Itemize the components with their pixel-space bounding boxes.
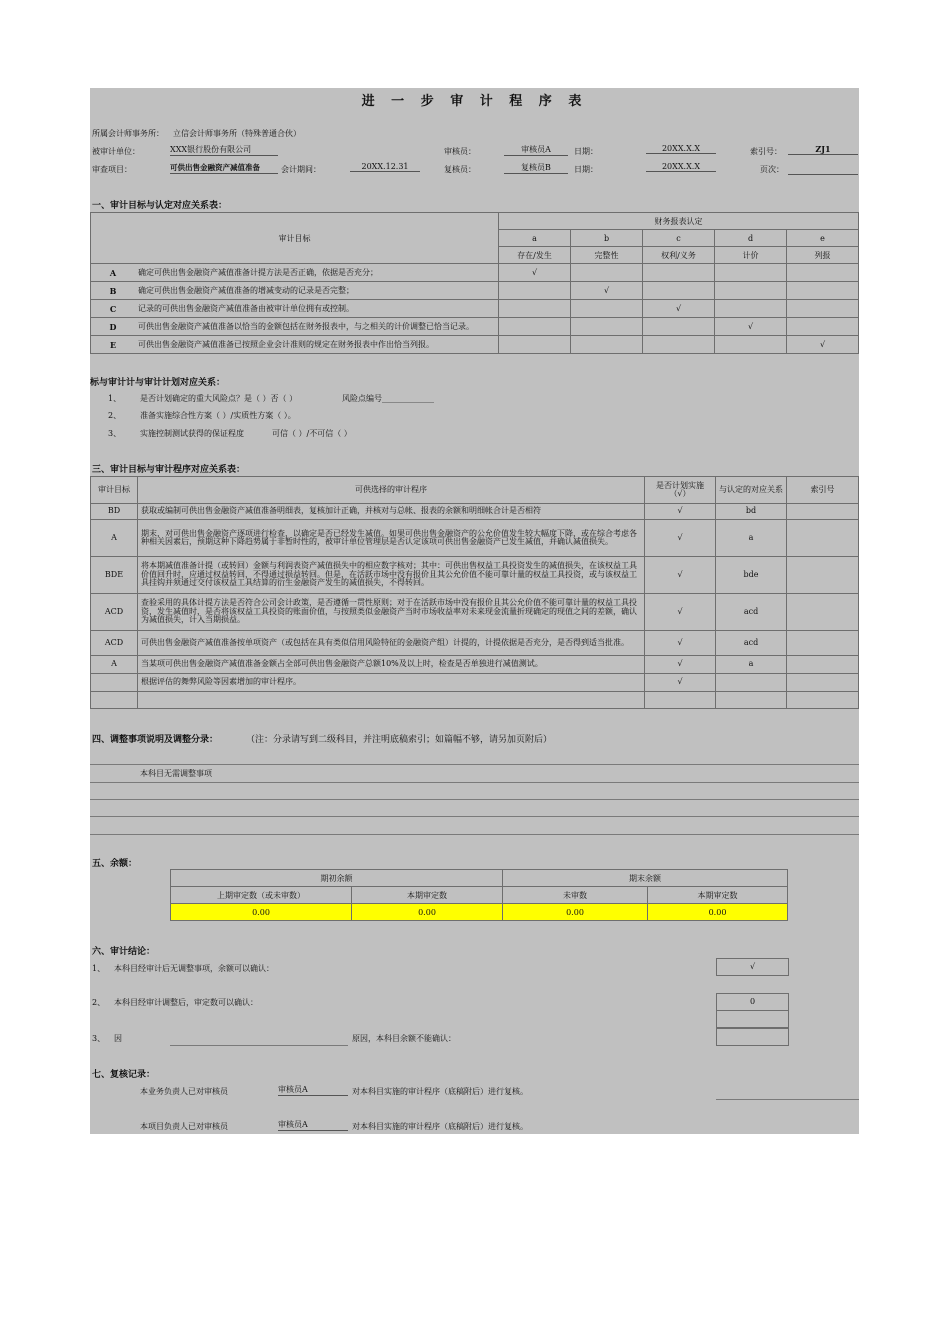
section-6-title: 六、审计结论：	[92, 947, 156, 957]
proc-assertion: a	[716, 520, 787, 557]
opening-balance-header: 期初余额	[171, 870, 503, 887]
balance-table	[170, 869, 788, 921]
balance-value[interactable]: 0.00	[503, 904, 648, 921]
divider	[90, 834, 859, 835]
assertion-mark	[787, 300, 859, 318]
section-2-title: 标与审计计与审计计划对应关系：	[90, 378, 226, 388]
date2-value: 20XX.X.X	[646, 162, 716, 172]
proc-target: A	[91, 520, 138, 557]
assertion-mark	[715, 282, 787, 300]
rechecker-label: 复核员：	[444, 165, 476, 174]
page-title: 进 一 步 审 计 程 序 表	[361, 94, 588, 109]
project-value: 可供出售金融资产减值准备	[170, 162, 278, 174]
proc-assertion: bd	[716, 504, 787, 520]
divider	[90, 816, 859, 817]
page-label: 页次：	[760, 165, 784, 174]
proc-planned	[645, 692, 716, 709]
proc-text: 期末，对可供出售金融资产逐项进行检查，以确定是否已经发生减值。如果可供出售金融资产的公允价值发生较大幅度下降，或在综合考虑各种相关因素后，预期这种下降趋势属于非暂时性的，被审计单位管理层是否认定该项可供出售金融资产已发生减值，并确认减值损失。	[138, 520, 645, 557]
project-label: 审查项目：	[92, 165, 132, 174]
proc-index	[787, 594, 859, 631]
assertion-mark	[643, 264, 715, 282]
assertion-mark	[571, 300, 643, 318]
review-text: 本项目负责人已对审核员	[140, 1122, 228, 1131]
assertion-name: 存在/发生	[499, 247, 571, 264]
sec2-num: 3、	[108, 429, 122, 438]
proc-planned: √	[645, 520, 716, 557]
assertion-mark: √	[499, 264, 571, 282]
review-name: 审核员A	[278, 1084, 348, 1096]
table-row	[91, 504, 859, 520]
assertion-mark	[499, 318, 571, 336]
date-label-2: 日期：	[574, 165, 598, 174]
reviewer-value: 审核员A	[504, 144, 568, 156]
index-value: ZJ1	[788, 144, 858, 155]
assertion-mark	[643, 336, 715, 354]
proc-assertion	[716, 692, 787, 709]
conclusion-text: 本科目经审计调整后，审定数可以确认：	[114, 998, 258, 1007]
sec2-text: 实施控制测试获得的保证程度	[140, 429, 244, 438]
conclusion-text: 因	[114, 1034, 122, 1043]
assertion-mark	[643, 318, 715, 336]
balance-value[interactable]: 0.00	[352, 904, 503, 921]
proc-target	[91, 692, 138, 709]
assertion-letter: b	[571, 230, 643, 247]
assertion-mark	[715, 300, 787, 318]
proc-text: 可供出售金融资产减值准备按单项资产（或包括在具有类似信用风险特征的金融资产组）计提的，计提依据是否充分，是否得到适当批准。	[138, 631, 645, 656]
date1-value: 20XX.X.X	[646, 144, 716, 154]
proc-text: 当某项可供出售金融资产减值准备金额占全部可供出售金融资产总额10%及以上时，检查是否单独进行减值测试。	[138, 656, 645, 674]
sec2-num: 1、	[108, 394, 122, 403]
conclusion-num: 3、	[92, 1034, 106, 1043]
divider	[90, 782, 859, 783]
table-row	[91, 520, 859, 557]
assertion-mark	[715, 264, 787, 282]
proc-assertion: acd	[716, 594, 787, 631]
assertion-letter: a	[499, 230, 571, 247]
sec2-text: 准备实施综合性方案（ ）/实质性方案（ ）。	[140, 411, 296, 420]
proc-index	[787, 504, 859, 520]
firm-label: 所属会计师事务所：	[92, 129, 164, 138]
assertion-letter: c	[643, 230, 715, 247]
procedure-table	[90, 476, 859, 709]
section-3-title: 三、审计目标与审计程序对应关系表：	[92, 465, 246, 475]
proc-index	[787, 557, 859, 594]
section-4-title: 四、调整事项说明及调整分录：	[92, 735, 219, 745]
target-code: E	[91, 336, 136, 354]
review-name: 审核员A	[278, 1119, 348, 1131]
section-1-title: 一、审计目标与认定对应关系表：	[92, 201, 228, 211]
assertion-mark	[571, 318, 643, 336]
assertion-mark	[715, 336, 787, 354]
sec2-extra: 可信（ ）/不可信（ ）	[272, 429, 352, 438]
balance-col: 本期审定数	[648, 887, 788, 904]
proc-text: 获取或编制可供出售金融资产减值准备明细表，复核加计正确，并核对与总帐、报表的余额和明细帐合计是否相符	[138, 504, 645, 520]
assertion-mark	[499, 282, 571, 300]
proc-text	[138, 692, 645, 709]
conclusion-text-2: 原因，本科目余额不能确认：	[352, 1034, 456, 1043]
target-text: 可供出售金融资产减值准备以恰当的金额包括在财务报表中，与之相关的计价调整已恰当记录。	[135, 318, 499, 336]
balance-value[interactable]: 0.00	[171, 904, 352, 921]
assertion-mark: √	[715, 318, 787, 336]
assertion-name: 权利/义务	[643, 247, 715, 264]
target-code: B	[91, 282, 136, 300]
assertion-letter: d	[715, 230, 787, 247]
target-code: C	[91, 300, 136, 318]
page-value	[788, 162, 858, 175]
conclusion-box[interactable]: √	[716, 958, 789, 976]
target-text: 可供出售金融资产减值准备已按照企业会计准则的规定在财务报表中作出恰当列报。	[135, 336, 499, 354]
firm-value: 立信会计师事务所（特殊普通合伙）	[173, 129, 301, 138]
table-row	[91, 282, 859, 300]
sec2-num: 2、	[108, 411, 122, 420]
table-row	[91, 318, 859, 336]
rechecker-value: 复核员B	[504, 162, 568, 174]
review-text: 本业务负责人已对审核员	[140, 1087, 228, 1096]
review-tail: 对本科目实施的审计程序（底稿附后）进行复核。	[352, 1087, 528, 1096]
proc-col-procedure: 可供选择的审计程序	[138, 477, 645, 504]
reason-blank-line	[170, 1045, 348, 1046]
proc-text: 查验采用的具体计提方法是否符合公司会计政策，是否遵循一贯性原则；对于在活跃市场中没有报价且其公允价值不能可靠计量的权益工具投资，发生减值时，是否将该权益工具投资的账面价值，与按照类似金融资产当时市场收益率对未来现金流量折现确定的现值之间的差额，确认为减值损失，计入当期损益。	[138, 594, 645, 631]
proc-target: BDE	[91, 557, 138, 594]
assertion-mark	[499, 300, 571, 318]
proc-target: ACD	[91, 594, 138, 631]
section-5-title: 五、余额：	[92, 859, 138, 869]
conclusion-text: 本科目经审计后无调整事项，余额可以确认：	[114, 964, 274, 973]
proc-target: A	[91, 656, 138, 674]
proc-col-planned: 是否计划实施（√）	[645, 477, 716, 504]
proc-col-target: 审计目标	[91, 477, 138, 504]
assertion-name: 列报	[787, 247, 859, 264]
reviewer-label: 审核员：	[444, 147, 476, 156]
target-text: 记录的可供出售金融资产减值准备由被审计单位拥有或控制。	[135, 300, 499, 318]
proc-index	[787, 656, 859, 674]
index-label: 索引号：	[750, 147, 782, 156]
proc-planned: √	[645, 504, 716, 520]
sec2-extra: 风险点编号_____________	[342, 394, 434, 403]
assertion-name: 完整性	[571, 247, 643, 264]
assertion-table-group-header: 财务报表认定	[499, 213, 859, 230]
assertion-mark	[571, 336, 643, 354]
table-row	[91, 692, 859, 709]
entity-value: XXX银行股份有限公司	[170, 144, 278, 156]
assertion-name: 计价	[715, 247, 787, 264]
proc-assertion: acd	[716, 631, 787, 656]
table-row	[91, 300, 859, 318]
signature-line	[716, 1099, 859, 1100]
table-row	[91, 264, 859, 282]
proc-assertion: bde	[716, 557, 787, 594]
table-row	[91, 656, 859, 674]
conclusion-num: 2、	[92, 998, 106, 1007]
proc-target: ACD	[91, 631, 138, 656]
proc-target: BD	[91, 504, 138, 520]
assertion-mark	[571, 264, 643, 282]
conclusion-box[interactable]: 0	[716, 993, 789, 1011]
assertion-mark	[499, 336, 571, 354]
conclusion-box[interactable]	[716, 1028, 789, 1046]
assertion-mark: √	[643, 300, 715, 318]
divider	[90, 799, 859, 800]
proc-col-index: 索引号	[787, 477, 859, 504]
proc-planned: √	[645, 631, 716, 656]
assertion-mark	[787, 282, 859, 300]
balance-col: 本期审定数	[352, 887, 503, 904]
balance-value[interactable]: 0.00	[648, 904, 788, 921]
target-text: 确定可供出售金融资产减值准备的增减变动的记录是否完整；	[135, 282, 499, 300]
target-code: A	[91, 264, 136, 282]
assertion-letter: e	[787, 230, 859, 247]
proc-text: 将本期减值准备计提（或转回）金额与利润表资产减值损失中的相应数字核对；其中：可供出售权益工具投资发生的减值损失，在该权益工具价值回升时，应通过权益转回，不得通过损益转回。但是，在活跃市场中没有报价且其公允价值不能可靠计量的权益工具投资，或与该权益工具挂钩并须通过交付该权益工具结算的衍生金融资产发生的减值损失，不得转回。	[138, 557, 645, 594]
closing-balance-header: 期末余额	[503, 870, 788, 887]
table-row	[91, 631, 859, 656]
proc-planned: √	[645, 656, 716, 674]
target-text: 确定可供出售金融资产减值准备计提方法是否正确，依据是否充分；	[135, 264, 499, 282]
worksheet	[90, 88, 859, 1134]
assertion-mark: √	[571, 282, 643, 300]
assertion-mark	[787, 318, 859, 336]
proc-index	[787, 674, 859, 692]
table-row	[91, 557, 859, 594]
sec2-text: 是否计划确定的重大风险点？是（ ）否（ ）	[140, 394, 298, 403]
period-label: 会计期间：	[281, 165, 321, 174]
target-code: D	[91, 318, 136, 336]
proc-index	[787, 692, 859, 709]
proc-target	[91, 674, 138, 692]
proc-text: 根据评估的舞弊风险等因素增加的审计程序。	[138, 674, 645, 692]
proc-assertion	[716, 674, 787, 692]
date-label: 日期：	[574, 147, 598, 156]
period-value: 20XX.12.31	[350, 162, 420, 172]
entity-label: 被审计单位：	[92, 147, 140, 156]
assertion-table-target-header: 审计目标	[91, 213, 499, 264]
conclusion-box-blank	[716, 1010, 789, 1028]
balance-col: 未审数	[503, 887, 648, 904]
adjustment-line: 本科目无需调整事项	[140, 769, 212, 778]
proc-planned: √	[645, 557, 716, 594]
assertion-mark	[787, 264, 859, 282]
proc-assertion: a	[716, 656, 787, 674]
proc-col-assertion: 与认定的对应关系	[716, 477, 787, 504]
table-row	[91, 594, 859, 631]
assertion-table	[90, 212, 859, 354]
assertion-mark	[643, 282, 715, 300]
section-7-title: 七、复核记录：	[92, 1070, 156, 1080]
assertion-mark: √	[787, 336, 859, 354]
review-tail: 对本科目实施的审计程序（底稿附后）进行复核。	[352, 1122, 528, 1131]
proc-index	[787, 631, 859, 656]
divider	[90, 764, 859, 765]
proc-index	[787, 520, 859, 557]
proc-planned: √	[645, 674, 716, 692]
proc-planned: √	[645, 594, 716, 631]
section-4-note: （注：分录请写到二级科目，并注明底稿索引；如篇幅不够，请另加页附后）	[246, 735, 553, 745]
conclusion-num: 1、	[92, 964, 106, 973]
table-row	[91, 336, 859, 354]
balance-col: 上期审定数（或未审数）	[171, 887, 352, 904]
table-row	[171, 904, 788, 921]
table-row	[91, 674, 859, 692]
